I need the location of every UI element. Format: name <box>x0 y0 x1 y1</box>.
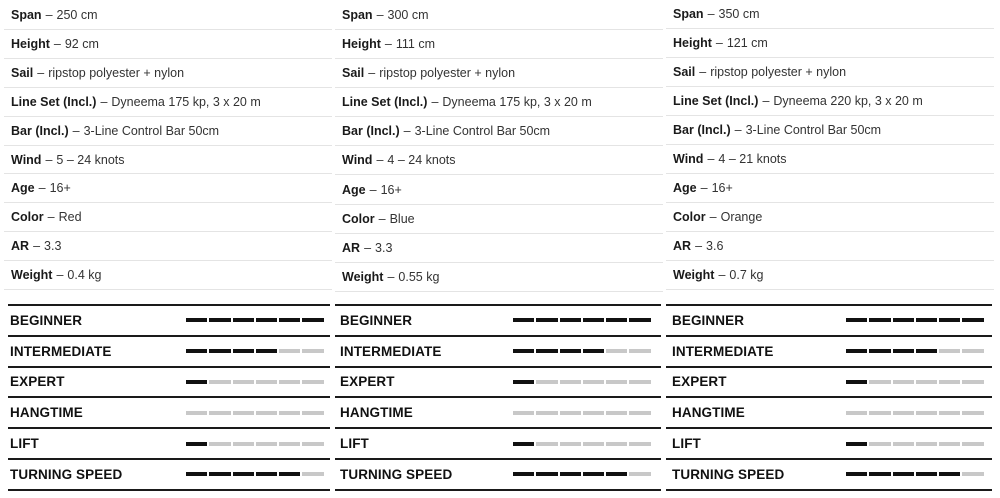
meter-segment-filled <box>209 349 230 353</box>
rating-label: EXPERT <box>672 374 727 390</box>
spec-row-sail <box>4 59 332 88</box>
meter-segment-filled <box>513 318 534 322</box>
spec-label: Bar (Incl.) <box>342 124 400 139</box>
meter-segment-filled <box>186 472 207 476</box>
spec-value: ripstop polyester + nylon <box>48 65 185 80</box>
spec-value: 111 cm <box>395 37 435 52</box>
rating-row-beginner <box>666 306 992 337</box>
spec-list <box>335 0 663 292</box>
rating-table <box>335 304 661 491</box>
meter-segment-filled <box>513 442 534 446</box>
rating-label: TURNING SPEED <box>672 466 785 482</box>
rating-label: HANGTIME <box>340 405 413 421</box>
spec-row-sail <box>335 59 663 88</box>
spec-row-bar <box>4 117 332 146</box>
rating-label: TURNING SPEED <box>340 466 453 482</box>
meter-segment-filled <box>893 349 914 353</box>
spec-row-wind <box>335 146 663 175</box>
meter-segment-filled <box>233 349 254 353</box>
meter-segment-empty <box>583 442 604 446</box>
meter-segment-filled <box>606 472 627 476</box>
spec-label: Age <box>342 182 366 197</box>
spec-row-age <box>666 174 994 203</box>
meter-segment-empty <box>939 380 960 384</box>
meter-segment-empty <box>939 349 960 353</box>
spec-separator: – <box>45 7 53 22</box>
spec-row-height <box>335 30 663 59</box>
rating-row-beginner <box>8 306 330 337</box>
spec-row-line-set <box>335 88 663 117</box>
meter-segment-empty <box>233 442 254 446</box>
meter-segment-empty <box>513 411 534 415</box>
spec-row-age <box>335 175 663 204</box>
rating-meter <box>186 411 324 415</box>
rating-table <box>666 304 992 491</box>
rating-row-beginner <box>335 306 661 337</box>
spec-label: Line Set (Incl.) <box>673 94 759 108</box>
rating-row-lift <box>666 429 992 460</box>
spec-separator: – <box>364 240 372 255</box>
spec-row-color <box>666 203 994 232</box>
spec-separator: – <box>695 239 703 253</box>
meter-segment-empty <box>279 411 300 415</box>
spec-row-bar <box>335 117 663 146</box>
meter-segment-empty <box>209 411 230 415</box>
meter-segment-empty <box>279 380 300 384</box>
meter-segment-empty <box>302 349 323 353</box>
meter-segment-filled <box>560 472 581 476</box>
spec-separator: – <box>38 181 46 196</box>
rating-row-turning-speed <box>335 460 661 491</box>
meter-segment-filled <box>869 318 890 322</box>
meter-segment-filled <box>256 349 277 353</box>
spec-value: 300 cm <box>387 7 429 22</box>
spec-row-span <box>4 0 332 30</box>
spec-value: ripstop polyester + nylon <box>379 66 516 81</box>
spec-value: 0.55 kg <box>398 269 440 284</box>
rating-row-intermediate <box>8 337 330 368</box>
meter-segment-empty <box>869 442 890 446</box>
rating-label: EXPERT <box>340 374 395 390</box>
meter-segment-empty <box>560 380 581 384</box>
spec-separator: – <box>384 37 392 52</box>
spec-value: 350 cm <box>718 7 760 21</box>
spec-separator: – <box>376 153 384 168</box>
rating-label: LIFT <box>340 436 369 452</box>
rating-meter <box>846 318 984 322</box>
rating-meter <box>513 318 651 322</box>
spec-separator: – <box>376 7 384 22</box>
spec-row-wind <box>666 145 994 174</box>
spec-label: Height <box>673 36 712 50</box>
spec-value: ripstop polyester + nylon <box>710 65 847 79</box>
spec-separator: – <box>709 210 717 224</box>
spec-label: Wind <box>342 153 373 168</box>
meter-segment-filled <box>846 380 867 384</box>
meter-segment-empty <box>279 349 300 353</box>
spec-label: Sail <box>11 65 34 80</box>
meter-segment-filled <box>560 318 581 322</box>
spec-value: Dyneema 175 kp, 3 x 20 m <box>442 95 592 110</box>
rating-row-expert <box>335 368 661 399</box>
rating-meter <box>513 442 651 446</box>
meter-segment-filled <box>279 318 300 322</box>
spec-row-ar <box>335 234 663 263</box>
meter-segment-empty <box>256 380 277 384</box>
meter-segment-empty <box>962 472 983 476</box>
spec-label: Line Set (Incl.) <box>11 94 97 109</box>
meter-segment-empty <box>916 442 937 446</box>
spec-separator: – <box>47 210 55 225</box>
meter-segment-filled <box>893 472 914 476</box>
rating-label: HANGTIME <box>10 405 83 421</box>
rating-meter <box>513 411 651 415</box>
spec-separator: – <box>378 211 386 226</box>
spec-value: 4 – 24 knots <box>387 153 456 168</box>
rating-row-hangtime <box>8 398 330 429</box>
rating-meter <box>846 349 984 353</box>
spec-list <box>666 0 994 292</box>
meter-segment-empty <box>583 411 604 415</box>
meter-segment-filled <box>962 318 983 322</box>
rating-meter <box>513 349 651 353</box>
rating-meter <box>846 442 984 446</box>
rating-meter <box>186 442 324 446</box>
meter-segment-empty <box>869 380 890 384</box>
meter-segment-empty <box>606 380 627 384</box>
rating-meter <box>186 318 324 322</box>
spec-label: Bar (Incl.) <box>673 123 731 137</box>
rating-row-turning-speed <box>666 460 992 491</box>
spec-label: Wind <box>673 152 704 166</box>
meter-segment-filled <box>209 472 230 476</box>
meter-segment-filled <box>186 318 207 322</box>
spec-row-height <box>666 29 994 58</box>
rating-label: EXPERT <box>10 374 65 390</box>
spec-label: Height <box>11 36 50 51</box>
spec-row-color <box>335 205 663 234</box>
rating-meter <box>846 380 984 384</box>
meter-segment-empty <box>606 442 627 446</box>
rating-meter <box>186 472 324 476</box>
meter-segment-empty <box>893 380 914 384</box>
meter-segment-filled <box>629 318 650 322</box>
meter-segment-empty <box>962 442 983 446</box>
spec-separator: – <box>37 65 45 80</box>
rating-label: BEGINNER <box>340 312 413 328</box>
spec-column-1 <box>4 0 332 482</box>
meter-segment-filled <box>606 318 627 322</box>
spec-separator: – <box>33 239 41 254</box>
spec-label: Color <box>342 211 375 226</box>
meter-segment-filled <box>583 349 604 353</box>
rating-row-expert <box>666 368 992 399</box>
meter-segment-empty <box>629 380 650 384</box>
spec-separator: – <box>56 268 64 283</box>
spec-column-2 <box>335 0 663 482</box>
spec-separator: – <box>403 124 411 139</box>
meter-segment-empty <box>209 380 230 384</box>
spec-separator: – <box>431 95 439 110</box>
rating-label: INTERMEDIATE <box>340 343 442 359</box>
rating-row-intermediate <box>335 337 661 368</box>
meter-segment-filled <box>209 318 230 322</box>
meter-segment-empty <box>869 411 890 415</box>
meter-segment-empty <box>536 380 557 384</box>
meter-segment-empty <box>302 472 323 476</box>
rating-label: TURNING SPEED <box>10 466 123 482</box>
meter-segment-filled <box>916 349 937 353</box>
meter-segment-empty <box>916 411 937 415</box>
rating-label: BEGINNER <box>10 312 83 328</box>
spec-value: Orange <box>720 210 763 224</box>
rating-row-lift <box>335 429 661 460</box>
spec-value: 3-Line Control Bar 50cm <box>414 124 551 139</box>
spec-separator: – <box>53 36 61 51</box>
spec-separator: – <box>368 66 376 81</box>
spec-label: Weight <box>342 269 384 284</box>
meter-segment-empty <box>302 411 323 415</box>
spec-row-ar <box>4 232 332 261</box>
spec-value: 3.3 <box>44 239 62 254</box>
spec-separator: – <box>700 181 708 195</box>
spec-row-weight <box>4 261 332 290</box>
spec-separator: – <box>707 152 715 166</box>
meter-segment-filled <box>583 472 604 476</box>
spec-value: Blue <box>389 211 415 226</box>
meter-segment-empty <box>962 349 983 353</box>
spec-value: 92 cm <box>64 36 99 51</box>
meter-segment-filled <box>916 472 937 476</box>
meter-segment-empty <box>279 442 300 446</box>
meter-segment-filled <box>186 349 207 353</box>
spec-row-weight <box>666 261 994 290</box>
meter-segment-filled <box>233 472 254 476</box>
rating-row-turning-speed <box>8 460 330 491</box>
spec-value: Red <box>58 210 82 225</box>
meter-segment-empty <box>629 411 650 415</box>
spec-label: Color <box>11 210 44 225</box>
meter-segment-filled <box>939 472 960 476</box>
meter-segment-empty <box>233 380 254 384</box>
meter-segment-empty <box>893 411 914 415</box>
spec-value: 4 – 21 knots <box>718 152 787 166</box>
spec-label: Sail <box>342 66 365 81</box>
spec-separator: – <box>734 123 742 137</box>
meter-segment-empty <box>302 380 323 384</box>
spec-value: Dyneema 175 kp, 3 x 20 m <box>111 94 261 109</box>
spec-row-bar <box>666 116 994 145</box>
spec-label: AR <box>342 240 361 255</box>
spec-row-sail <box>666 58 994 87</box>
meter-segment-empty <box>536 442 557 446</box>
spec-value: 16+ <box>380 182 402 197</box>
spec-label: Sail <box>673 65 696 79</box>
meter-segment-empty <box>583 380 604 384</box>
meter-segment-filled <box>513 472 534 476</box>
meter-segment-filled <box>256 318 277 322</box>
spec-value: 121 cm <box>726 36 768 50</box>
spec-label: Height <box>342 37 381 52</box>
spec-separator: – <box>718 268 726 282</box>
spec-label: Age <box>11 181 35 196</box>
meter-segment-filled <box>560 349 581 353</box>
spec-label: Span <box>673 7 704 21</box>
spec-row-span <box>335 0 663 30</box>
meter-segment-empty <box>893 442 914 446</box>
spec-label: Span <box>11 7 42 22</box>
spec-value: 16+ <box>49 181 71 196</box>
spec-value: 250 cm <box>56 7 98 22</box>
spec-separator: – <box>387 269 395 284</box>
spec-list <box>4 0 332 292</box>
rating-label: HANGTIME <box>672 405 745 421</box>
rating-label: INTERMEDIATE <box>10 343 112 359</box>
spec-value: 3.6 <box>706 239 724 253</box>
rating-row-hangtime <box>666 398 992 429</box>
spec-separator: – <box>369 182 377 197</box>
meter-segment-empty <box>302 442 323 446</box>
spec-column-3 <box>666 0 994 482</box>
meter-segment-empty <box>962 411 983 415</box>
spec-row-line-set <box>666 87 994 116</box>
spec-separator: – <box>715 36 723 50</box>
rating-row-expert <box>8 368 330 399</box>
spec-label: Bar (Incl.) <box>11 123 69 138</box>
spec-value: 3-Line Control Bar 50cm <box>745 123 882 137</box>
spec-value: 0.7 kg <box>729 268 764 282</box>
spec-value: 0.4 kg <box>67 268 102 283</box>
spec-value: 3.3 <box>375 240 393 255</box>
spec-row-height <box>4 30 332 59</box>
rating-meter <box>186 380 324 384</box>
meter-segment-filled <box>869 472 890 476</box>
rating-meter <box>186 349 324 353</box>
meter-segment-filled <box>513 349 534 353</box>
spec-separator: – <box>699 65 707 79</box>
meter-segment-filled <box>513 380 534 384</box>
meter-segment-empty <box>209 442 230 446</box>
spec-label: Age <box>673 181 697 195</box>
meter-segment-filled <box>916 318 937 322</box>
meter-segment-filled <box>536 472 557 476</box>
meter-segment-empty <box>916 380 937 384</box>
spec-row-span <box>666 0 994 29</box>
spec-label: Color <box>673 210 706 224</box>
rating-label: INTERMEDIATE <box>672 343 774 359</box>
spec-separator: – <box>707 7 715 21</box>
meter-segment-filled <box>186 380 207 384</box>
spec-row-weight <box>335 263 663 292</box>
meter-segment-empty <box>962 380 983 384</box>
meter-segment-filled <box>279 472 300 476</box>
rating-meter <box>846 472 984 476</box>
meter-segment-empty <box>846 411 867 415</box>
spec-value: 3-Line Control Bar 50cm <box>83 123 220 138</box>
meter-segment-filled <box>846 442 867 446</box>
spec-separator: – <box>762 94 770 108</box>
rating-meter <box>513 472 651 476</box>
spec-separator: – <box>100 94 108 109</box>
spec-label: Line Set (Incl.) <box>342 95 428 110</box>
spec-label: Weight <box>11 268 53 283</box>
meter-segment-filled <box>186 442 207 446</box>
spec-value: 16+ <box>711 181 733 195</box>
meter-segment-empty <box>629 472 650 476</box>
meter-segment-filled <box>846 318 867 322</box>
meter-segment-empty <box>186 411 207 415</box>
meter-segment-filled <box>583 318 604 322</box>
meter-segment-empty <box>606 411 627 415</box>
meter-segment-filled <box>893 318 914 322</box>
meter-segment-filled <box>536 349 557 353</box>
spec-value: 5 – 24 knots <box>56 152 125 167</box>
rating-table <box>8 304 330 491</box>
spec-row-color <box>4 203 332 232</box>
meter-segment-empty <box>629 349 650 353</box>
spec-label: Weight <box>673 268 715 282</box>
rating-label: LIFT <box>10 436 39 452</box>
meter-segment-filled <box>939 318 960 322</box>
spec-row-line-set <box>4 88 332 117</box>
spec-label: AR <box>673 239 692 253</box>
spec-row-wind <box>4 146 332 175</box>
rating-row-hangtime <box>335 398 661 429</box>
meter-segment-empty <box>256 411 277 415</box>
meter-segment-empty <box>560 442 581 446</box>
meter-segment-empty <box>536 411 557 415</box>
meter-segment-empty <box>629 442 650 446</box>
meter-segment-filled <box>536 318 557 322</box>
meter-segment-empty <box>560 411 581 415</box>
rating-label: LIFT <box>672 436 701 452</box>
meter-segment-filled <box>846 349 867 353</box>
spec-label: Span <box>342 7 373 22</box>
meter-segment-empty <box>939 411 960 415</box>
rating-row-lift <box>8 429 330 460</box>
meter-segment-filled <box>256 472 277 476</box>
meter-segment-empty <box>939 442 960 446</box>
spec-separator: – <box>45 152 53 167</box>
meter-segment-empty <box>606 349 627 353</box>
spec-value: Dyneema 220 kp, 3 x 20 m <box>773 94 923 108</box>
rating-meter <box>513 380 651 384</box>
rating-row-intermediate <box>666 337 992 368</box>
meter-segment-filled <box>869 349 890 353</box>
meter-segment-filled <box>302 318 323 322</box>
meter-segment-empty <box>233 411 254 415</box>
rating-meter <box>846 411 984 415</box>
spec-row-age <box>4 174 332 203</box>
meter-segment-filled <box>846 472 867 476</box>
spec-row-ar <box>666 232 994 261</box>
rating-label: BEGINNER <box>672 312 745 328</box>
spec-label: Wind <box>11 152 42 167</box>
spec-separator: – <box>72 123 80 138</box>
spec-label: AR <box>11 239 30 254</box>
meter-segment-filled <box>233 318 254 322</box>
meter-segment-empty <box>256 442 277 446</box>
